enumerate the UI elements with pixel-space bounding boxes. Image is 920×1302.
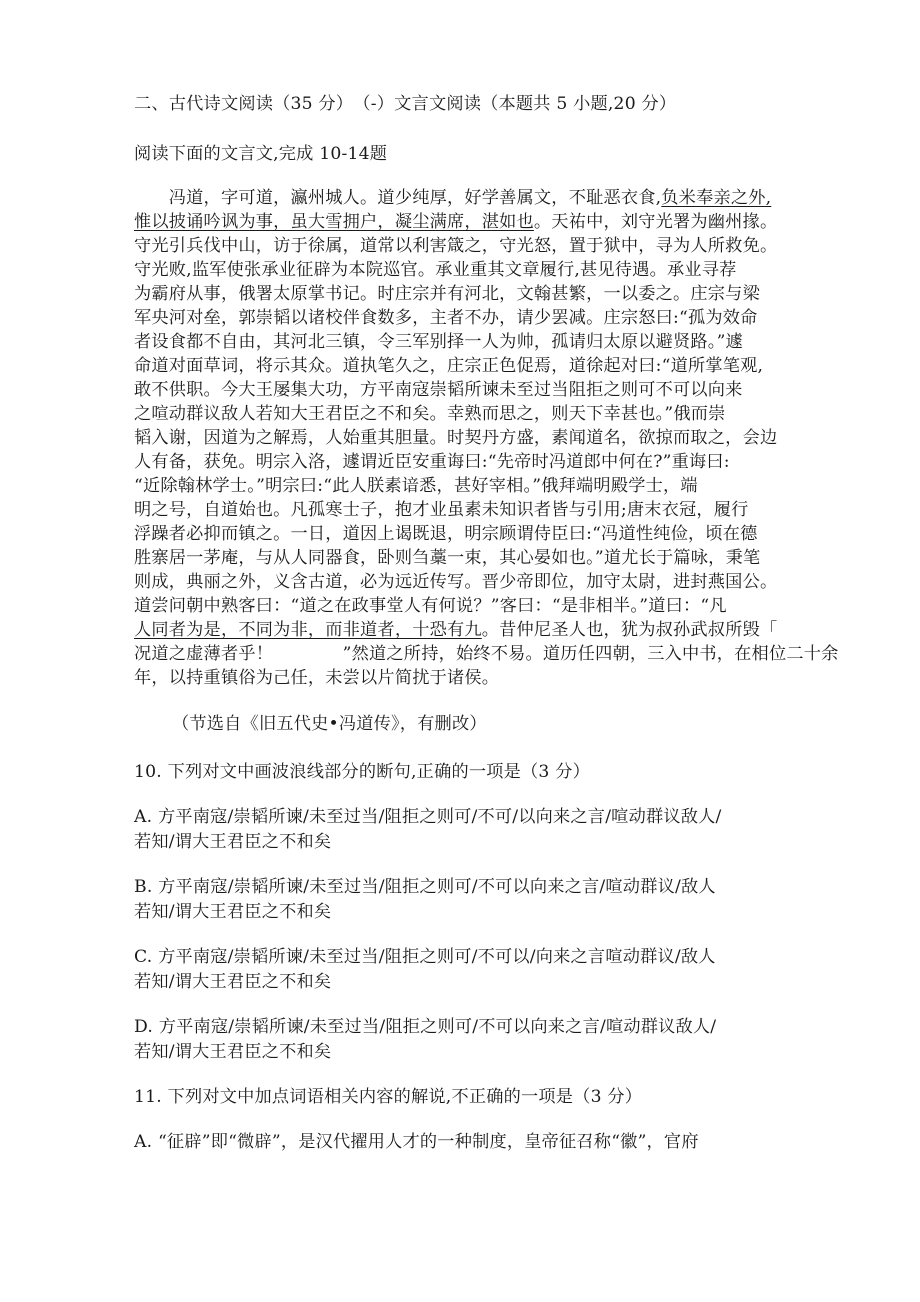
option-d-cont: 若知/谓大王君臣之不和矣	[134, 1042, 332, 1062]
passage-line: 胜寨居一茅庵，与从人同器食，卧则刍藁一束，其心晏如也。”道尤长于篇咏，秉笔	[134, 548, 761, 568]
passage-line: 为霸府从事，俄署太原掌书记。时庄宗并有河北，文翰甚繁，一以委之。庄宗与梁	[134, 284, 760, 304]
passage-line: 浮躁者必抑而镇之。一日，道因上谒既退，明宗顾谓侍臣曰:“冯道性纯俭，顷在德	[134, 524, 758, 544]
question-stem: 10. 下列对文中画波浪线部分的断句,正确的一项是（3 分）	[134, 762, 590, 782]
passage-line: 况道之虚薄者乎！ ”然道之所持，始终不易。道历任四朝，三入中书，在相位二十余	[134, 644, 839, 664]
passage-line	[134, 210, 777, 234]
passage-line: “近除翰林学士。”明宗曰:“此人朕素谙悉，甚好宰相。”俄拜端明殿学士，端	[134, 476, 698, 496]
section-heading: 二、古代诗文阅读（35 分） （-）文言文阅读（本题共 5 小题,20 分）	[134, 94, 677, 114]
reading-instruction: 阅读下面的文言文,完成 10-14题	[134, 144, 388, 164]
passage-line: 者设食都不自由，其河北三镇，令三军别择一人为帅，孤请归太原以避贤路。”遽	[134, 332, 743, 352]
passage-line: 之喧动群议敌人若知大王君臣之不和矣。幸熟而思之，则天下幸甚也。”俄而崇	[134, 404, 726, 424]
passage-line: 年，以持重镇俗为己任，未尝以片简扰于诸侯。	[134, 668, 500, 688]
passage-line: 明之号，自道始也。凡孤寒士子，抱才业虽素未知识者皆与引用;唐末衣冠，履行	[134, 500, 749, 520]
option-a-cont: 若知/谓大王君臣之不和矣	[134, 832, 332, 852]
underlined-phrase: 负米奉亲之外,	[661, 188, 772, 208]
option-c-cont: 若知/谓大王君臣之不和矣	[134, 972, 332, 992]
question-stem: 11. 下列对文中加点词语相关内容的解说,不正确的一项是（3 分）	[134, 1087, 643, 1107]
passage-line: 命道对面草词，将示其众。道执笔久之，庄宗正色促焉，道徐起对曰:“道所掌笔观,	[134, 356, 764, 376]
passage-line: 守光败,监军使张承业征辟为本院巡官。承业重其文章履行,甚见待遇。承业寻荐	[134, 260, 737, 280]
source-note: （节选自《旧五代史•冯道传》，有删改）	[172, 714, 487, 734]
passage-line: 则成，典丽之外，义含古道，必为远近传写。晋少帝即位，加守太尉，进封燕国公。	[134, 572, 778, 592]
passage-line: 敢不供职。今大王屡集大功，方平南寇崇韬所谏未至过当阻拒之则可不可以向来	[134, 380, 743, 400]
option-d: D. 方平南寇/崇韬所谏/未至过当/阻拒之则可/不可以向来之言/喧动群议敌人/	[134, 1017, 717, 1037]
underlined-phrase: 惟以披诵吟讽为事，虽大雪拥户，凝尘满席，湛如也	[134, 212, 534, 232]
option-b-cont: 若知/谓大王君臣之不和矣	[134, 902, 332, 922]
option-b: B. 方平南寇/崇韬所谏/未至过当/阻拒之则可/不可以向来之言/喧动群议/敌人	[134, 877, 716, 897]
option-a: A. “征辟”即“微辟”，是汉代擢用人才的一种制度，皇帝征召称“徽”，官府	[134, 1132, 699, 1152]
passage-line	[134, 618, 777, 642]
passage-line: 道尝问朝中熟客曰：“道之在政事堂人有何说？”客曰：“是非相半。”道曰：“凡	[134, 596, 727, 616]
passage-line	[134, 186, 771, 210]
option-c: C. 方平南寇/崇韬所谏/未至过当/阻拒之则可/不可以/向来之言喧动群议/敌人	[134, 947, 716, 967]
passage-text: 冯道，字可道，瀛州城人。道少纯厚，好学善属文，不耻恶衣食,	[134, 188, 662, 208]
passage-text: 。昔仲尼圣人也，犹为叔孙武叔所毁「	[481, 620, 778, 640]
passage-line: 军央河对垒，郭崇韬以诸校伴食数多，主者不办，请少罢减。庄宗怒曰:“孤为效命	[134, 308, 758, 328]
option-a: A. 方平南寇/崇韬所谏/未至过当/阻拒之则可/不可/以向来之言/喧动群议敌人/	[134, 807, 722, 827]
passage-text: 。天祐中，刘守光署为幽州掾。	[533, 212, 778, 232]
passage-line: 守光引兵伐中山，访于徐属，道常以利害箴之，守光怒，置于狱中，寻为人所救免。	[134, 236, 778, 256]
underlined-phrase: 人同者为是，不同为非，而非道者，十恐有九	[134, 620, 482, 640]
passage-line: 人有备，获免。明宗入洛，遽谓近臣安重诲曰:“先帝时冯道郎中何在?”重诲曰:	[134, 452, 730, 472]
passage-line: 韬入谢，因道为之解焉，人始重其胆量。时契丹方盛，素闻道名，欲掠而取之，会边	[134, 428, 778, 448]
